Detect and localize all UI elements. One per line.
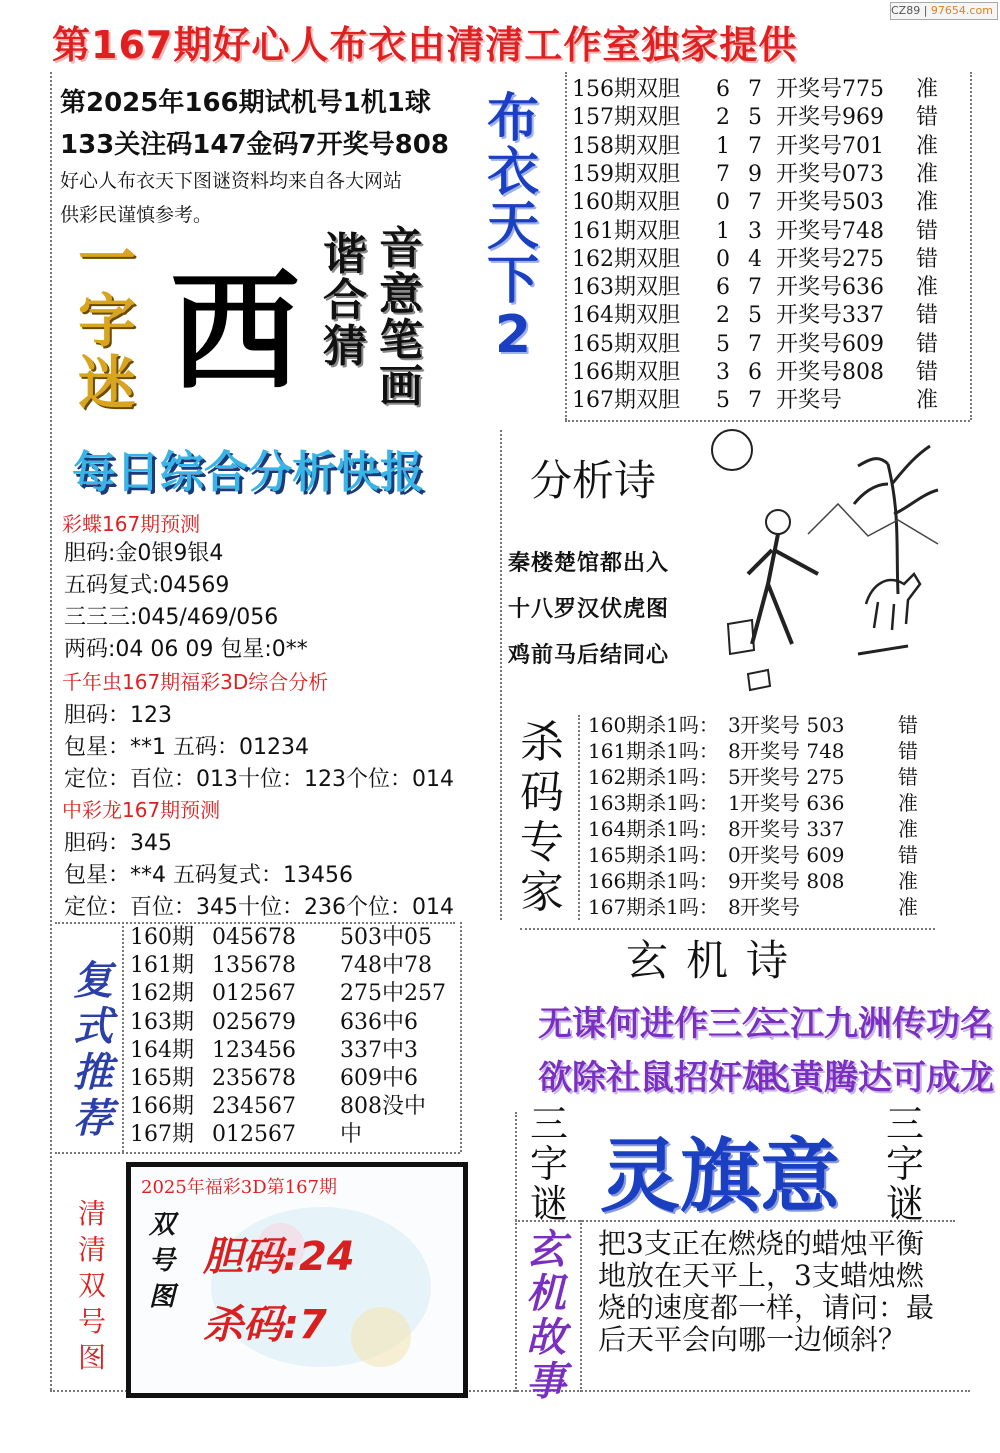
kill-result: 开奖号 337 bbox=[740, 817, 845, 841]
history-result: 开奖号 bbox=[776, 388, 843, 414]
zhongcailong-line-3: 定位：百位：345十位：236个位：014 bbox=[64, 895, 454, 920]
fushi-hit: 275中257 bbox=[340, 981, 446, 1007]
kill-result: 开奖号 748 bbox=[740, 739, 845, 763]
divider-fushi-bottom bbox=[55, 1152, 460, 1154]
qianniancong-line-2: 包星：**1 五码：01234 bbox=[64, 735, 309, 760]
figure-head bbox=[766, 510, 790, 534]
horse-shape bbox=[866, 574, 920, 630]
history-result: 开奖号808 bbox=[776, 360, 884, 385]
xuanji-line-2a: 欲除社鼠招奸雄 bbox=[538, 1058, 776, 1098]
history-d1: 3 bbox=[716, 360, 730, 385]
fushi-period: 161期 bbox=[130, 953, 194, 979]
fushi-period: 160期 bbox=[130, 925, 194, 950]
divider-fushi-right bbox=[460, 922, 462, 1152]
kill-n: 8 bbox=[728, 817, 741, 841]
frame-left-border bbox=[50, 72, 52, 1390]
ink-illustration bbox=[708, 424, 954, 710]
fushi-hit: 337中3 bbox=[340, 1037, 418, 1063]
analysis-poem-line-1: 秦楼楚馆都出入 bbox=[508, 551, 670, 576]
history-d1: 2 bbox=[716, 105, 730, 131]
stone-shape bbox=[748, 670, 770, 690]
kill-verdict: 错 bbox=[898, 713, 918, 737]
dan-code: 胆码:24 bbox=[203, 1234, 355, 1280]
analysis-poem-title: 分析诗 bbox=[530, 456, 657, 505]
history-period: 158期双胆 bbox=[572, 133, 680, 159]
divider-history-right bbox=[970, 72, 972, 420]
kill-n: 8 bbox=[728, 895, 741, 919]
qianniancong-line-1: 胆码：123 bbox=[64, 703, 172, 728]
fushi-nums: 012567 bbox=[212, 981, 296, 1007]
history-d2: 3 bbox=[748, 218, 762, 244]
three-char-label-left: 三字谜 bbox=[529, 1102, 568, 1226]
xuanji-line-1b: 三江九洲传功名 bbox=[756, 1004, 994, 1044]
history-d2: 7 bbox=[748, 190, 762, 216]
history-period: 157期双胆 bbox=[572, 105, 680, 131]
double-number-picture bbox=[126, 1162, 468, 1398]
fushi-period: 166期 bbox=[130, 1094, 194, 1120]
fushi-period: 163期 bbox=[130, 1009, 194, 1035]
history-verdict: 错 bbox=[916, 246, 939, 272]
history-d1: 7 bbox=[716, 161, 730, 187]
divider-history-bottom bbox=[565, 420, 970, 422]
qianniancong-heading: 千年虫167期福彩3D综合分析 bbox=[62, 670, 329, 694]
brand-vertical-title bbox=[478, 89, 548, 365]
riddle-hint-1: 谐合猜 bbox=[323, 229, 367, 372]
kill-result: 开奖号 636 bbox=[740, 791, 845, 815]
divider-bottom-right-left bbox=[515, 1112, 517, 1392]
flute-shape bbox=[858, 646, 908, 654]
riddle-character: 西 bbox=[170, 255, 301, 408]
kill-verdict: 准 bbox=[898, 791, 918, 815]
kill-verdict: 错 bbox=[898, 765, 918, 789]
kill-result: 开奖号 808 bbox=[740, 869, 845, 893]
divider-history-left bbox=[565, 72, 567, 420]
fushi-nums: 135678 bbox=[212, 953, 296, 979]
fushi-label: 复式推荐 bbox=[73, 958, 113, 1142]
fushi-nums: 045678 bbox=[212, 925, 296, 950]
history-verdict: 准 bbox=[916, 190, 939, 216]
zhongcailong-line-1: 胆码：345 bbox=[64, 831, 172, 856]
story-text: 把3支正在燃烧的蜡烛平衡地放在天平上，3支蜡烛燃烧的速度都一样，请问：最后天平会向哪一边倾斜？ bbox=[598, 1227, 935, 1356]
kill-verdict: 错 bbox=[898, 843, 918, 867]
history-d2: 5 bbox=[748, 105, 762, 131]
history-period: 156期双胆 bbox=[572, 77, 680, 102]
history-result: 开奖号748 bbox=[776, 218, 884, 244]
kill-verdict: 准 bbox=[898, 895, 918, 919]
picture-heading: 2025年福彩3D第167期 bbox=[141, 1177, 338, 1198]
history-period: 160期双胆 bbox=[572, 190, 680, 216]
tree-shape bbox=[854, 446, 938, 594]
fushi-nums: 025679 bbox=[212, 1009, 296, 1035]
divider-mid-vertical bbox=[500, 430, 502, 920]
history-d1: 6 bbox=[716, 275, 730, 301]
xuanji-poem-title: 玄机诗 bbox=[626, 936, 807, 985]
history-d1: 5 bbox=[716, 388, 730, 414]
kill-result: 开奖号 275 bbox=[740, 765, 845, 789]
moon-shape bbox=[712, 430, 752, 470]
history-result: 开奖号775 bbox=[776, 77, 884, 102]
box-shape bbox=[728, 620, 754, 654]
fushi-period: 162期 bbox=[130, 981, 194, 1007]
history-verdict: 准 bbox=[916, 161, 939, 187]
history-d1: 0 bbox=[716, 190, 730, 216]
history-d2: 5 bbox=[748, 303, 762, 329]
history-d2: 6 bbox=[748, 360, 762, 385]
history-period: 164期双胆 bbox=[572, 303, 680, 329]
history-verdict: 准 bbox=[916, 275, 939, 301]
divider-fushi-left bbox=[122, 922, 124, 1152]
story-label: 玄机故事 bbox=[526, 1227, 566, 1405]
site-watermark: CZ89 | 97654.com bbox=[890, 2, 998, 20]
history-period: 163期双胆 bbox=[572, 275, 680, 301]
kill-n: 3 bbox=[728, 713, 741, 737]
history-d2: 7 bbox=[748, 133, 762, 159]
history-period: 161期双胆 bbox=[572, 218, 680, 244]
history-d2: 9 bbox=[748, 161, 762, 187]
fushi-period: 167期 bbox=[130, 1122, 194, 1148]
trial-line-1: 第2025年166期试机号1机1球 bbox=[60, 88, 431, 118]
kill-verdict: 准 bbox=[898, 817, 918, 841]
riddle-label: 一字迷 bbox=[77, 225, 136, 417]
history-verdict: 错 bbox=[916, 360, 939, 385]
kill-n: 9 bbox=[728, 869, 741, 893]
caidie-heading: 彩蝶167期预测 bbox=[62, 512, 201, 536]
history-d1: 1 bbox=[716, 133, 730, 159]
fushi-period: 164期 bbox=[130, 1037, 194, 1063]
brand-text: 布衣天下2 bbox=[486, 89, 539, 365]
kill-period: 161期杀1吗： bbox=[588, 739, 719, 763]
history-result: 开奖号337 bbox=[776, 303, 884, 329]
three-char-label-right: 三字谜 bbox=[885, 1102, 924, 1226]
history-d2: 7 bbox=[748, 77, 762, 102]
history-result: 开奖号701 bbox=[776, 133, 884, 159]
history-result: 开奖号609 bbox=[776, 331, 884, 357]
qianniancong-line-3: 定位：百位：013十位：123个位：014 bbox=[64, 767, 454, 792]
divider-kill-left bbox=[578, 715, 580, 920]
fushi-hit: 503中05 bbox=[340, 925, 432, 950]
history-d1: 0 bbox=[716, 246, 730, 272]
kill-period: 163期杀1吗： bbox=[588, 791, 719, 815]
picture-side-label: 双号图 bbox=[149, 1210, 176, 1312]
history-d2: 7 bbox=[748, 275, 762, 301]
history-verdict: 错 bbox=[916, 303, 939, 329]
analysis-poem-line-3: 鸡前马后结同心 bbox=[508, 643, 670, 668]
fushi-period: 165期 bbox=[130, 1066, 194, 1091]
kill-verdict: 准 bbox=[898, 869, 918, 893]
disclaimer-line-1: 好心人布衣天下图谜资料均来自各大网站 bbox=[60, 170, 403, 192]
fushi-hit: 636中6 bbox=[340, 1009, 418, 1035]
zhongcailong-line-2: 包星：**4 五码复式：13456 bbox=[64, 863, 353, 888]
fushi-hit: 中 bbox=[340, 1122, 363, 1148]
xuanji-line-1a: 无谋何进作三公 bbox=[538, 1004, 776, 1044]
kill-code-label: 杀码专家 bbox=[520, 717, 564, 918]
history-period: 162期双胆 bbox=[572, 246, 680, 272]
fushi-hit: 609中6 bbox=[340, 1066, 418, 1091]
history-result: 开奖号969 bbox=[776, 105, 884, 131]
kill-verdict: 错 bbox=[898, 739, 918, 763]
riddle-hint-2: 音意笔画 bbox=[379, 223, 423, 412]
history-verdict: 准 bbox=[916, 388, 939, 414]
history-result: 开奖号275 bbox=[776, 246, 884, 272]
caidie-line-4: 两码:04 06 09 包星:0** bbox=[64, 637, 308, 662]
kill-result: 开奖号 503 bbox=[740, 713, 845, 737]
history-d1: 5 bbox=[716, 331, 730, 357]
history-verdict: 准 bbox=[916, 77, 939, 102]
background-cartoon bbox=[191, 1187, 451, 1387]
kill-period: 167期杀1吗： bbox=[588, 895, 719, 919]
history-verdict: 错 bbox=[916, 331, 939, 357]
history-period: 166期双胆 bbox=[572, 360, 680, 385]
disclaimer-line-2: 供彩民谨慎参考。 bbox=[60, 204, 213, 226]
page-title: 第167期好心人布衣由清清工作室独家提供 bbox=[52, 23, 798, 67]
trial-line-2: 133关注码147金码7开奖号808 bbox=[60, 130, 449, 160]
history-d1: 1 bbox=[716, 218, 730, 244]
kill-result: 开奖号 bbox=[740, 895, 800, 919]
history-verdict: 准 bbox=[916, 133, 939, 159]
kill-period: 166期杀1吗： bbox=[588, 869, 719, 893]
history-period: 167期双胆 bbox=[572, 388, 680, 414]
fushi-nums: 123456 bbox=[212, 1037, 296, 1063]
history-verdict: 错 bbox=[916, 218, 939, 244]
divider-story-left bbox=[580, 1220, 582, 1392]
analysis-poem-line-2: 十八罗汉伏虎图 bbox=[508, 597, 670, 622]
fushi-nums: 235678 bbox=[212, 1066, 296, 1091]
fushi-nums: 012567 bbox=[212, 1122, 296, 1148]
daily-report-title: 每日综合分析快报 bbox=[72, 447, 424, 498]
history-verdict: 错 bbox=[916, 105, 939, 131]
history-d2: 4 bbox=[748, 246, 762, 272]
xuanji-line-2b: 飞黄腾达可成龙 bbox=[756, 1058, 994, 1098]
kill-n: 5 bbox=[728, 765, 741, 789]
history-period: 159期双胆 bbox=[572, 161, 680, 187]
fushi-hit: 808没中 bbox=[340, 1094, 426, 1120]
caidie-line-2: 五码复式:04569 bbox=[64, 573, 230, 598]
mountain-shape bbox=[808, 504, 938, 544]
history-result: 开奖号073 bbox=[776, 161, 884, 187]
history-result: 开奖号503 bbox=[776, 190, 884, 216]
history-result: 开奖号636 bbox=[776, 275, 884, 301]
three-char-answer: 灵旗意 bbox=[600, 1130, 840, 1223]
caidie-line-1: 胆码:金0银9银4 bbox=[64, 541, 224, 566]
history-period: 165期双胆 bbox=[572, 331, 680, 357]
kill-period: 162期杀1吗： bbox=[588, 765, 719, 789]
kill-n: 1 bbox=[728, 791, 741, 815]
fushi-hit: 748中78 bbox=[340, 953, 432, 979]
caidie-line-3: 三三三:045/469/056 bbox=[64, 605, 279, 630]
history-d2: 7 bbox=[748, 331, 762, 357]
history-d1: 6 bbox=[716, 77, 730, 102]
double-number-label: 清清双号图 bbox=[77, 1197, 106, 1374]
kill-period: 165期杀1吗： bbox=[588, 843, 719, 867]
kill-period: 160期杀1吗： bbox=[588, 713, 719, 737]
fushi-nums: 234567 bbox=[212, 1094, 296, 1120]
kill-n: 8 bbox=[728, 739, 741, 763]
kill-n: 0 bbox=[728, 843, 741, 867]
zhongcailong-heading: 中彩龙167期预测 bbox=[62, 798, 221, 822]
history-d2: 7 bbox=[748, 388, 762, 414]
sha-code: 杀码:7 bbox=[203, 1302, 327, 1348]
kill-period: 164期杀1吗： bbox=[588, 817, 719, 841]
history-d1: 2 bbox=[716, 303, 730, 329]
figure-body bbox=[748, 534, 818, 644]
kill-result: 开奖号 609 bbox=[740, 843, 845, 867]
